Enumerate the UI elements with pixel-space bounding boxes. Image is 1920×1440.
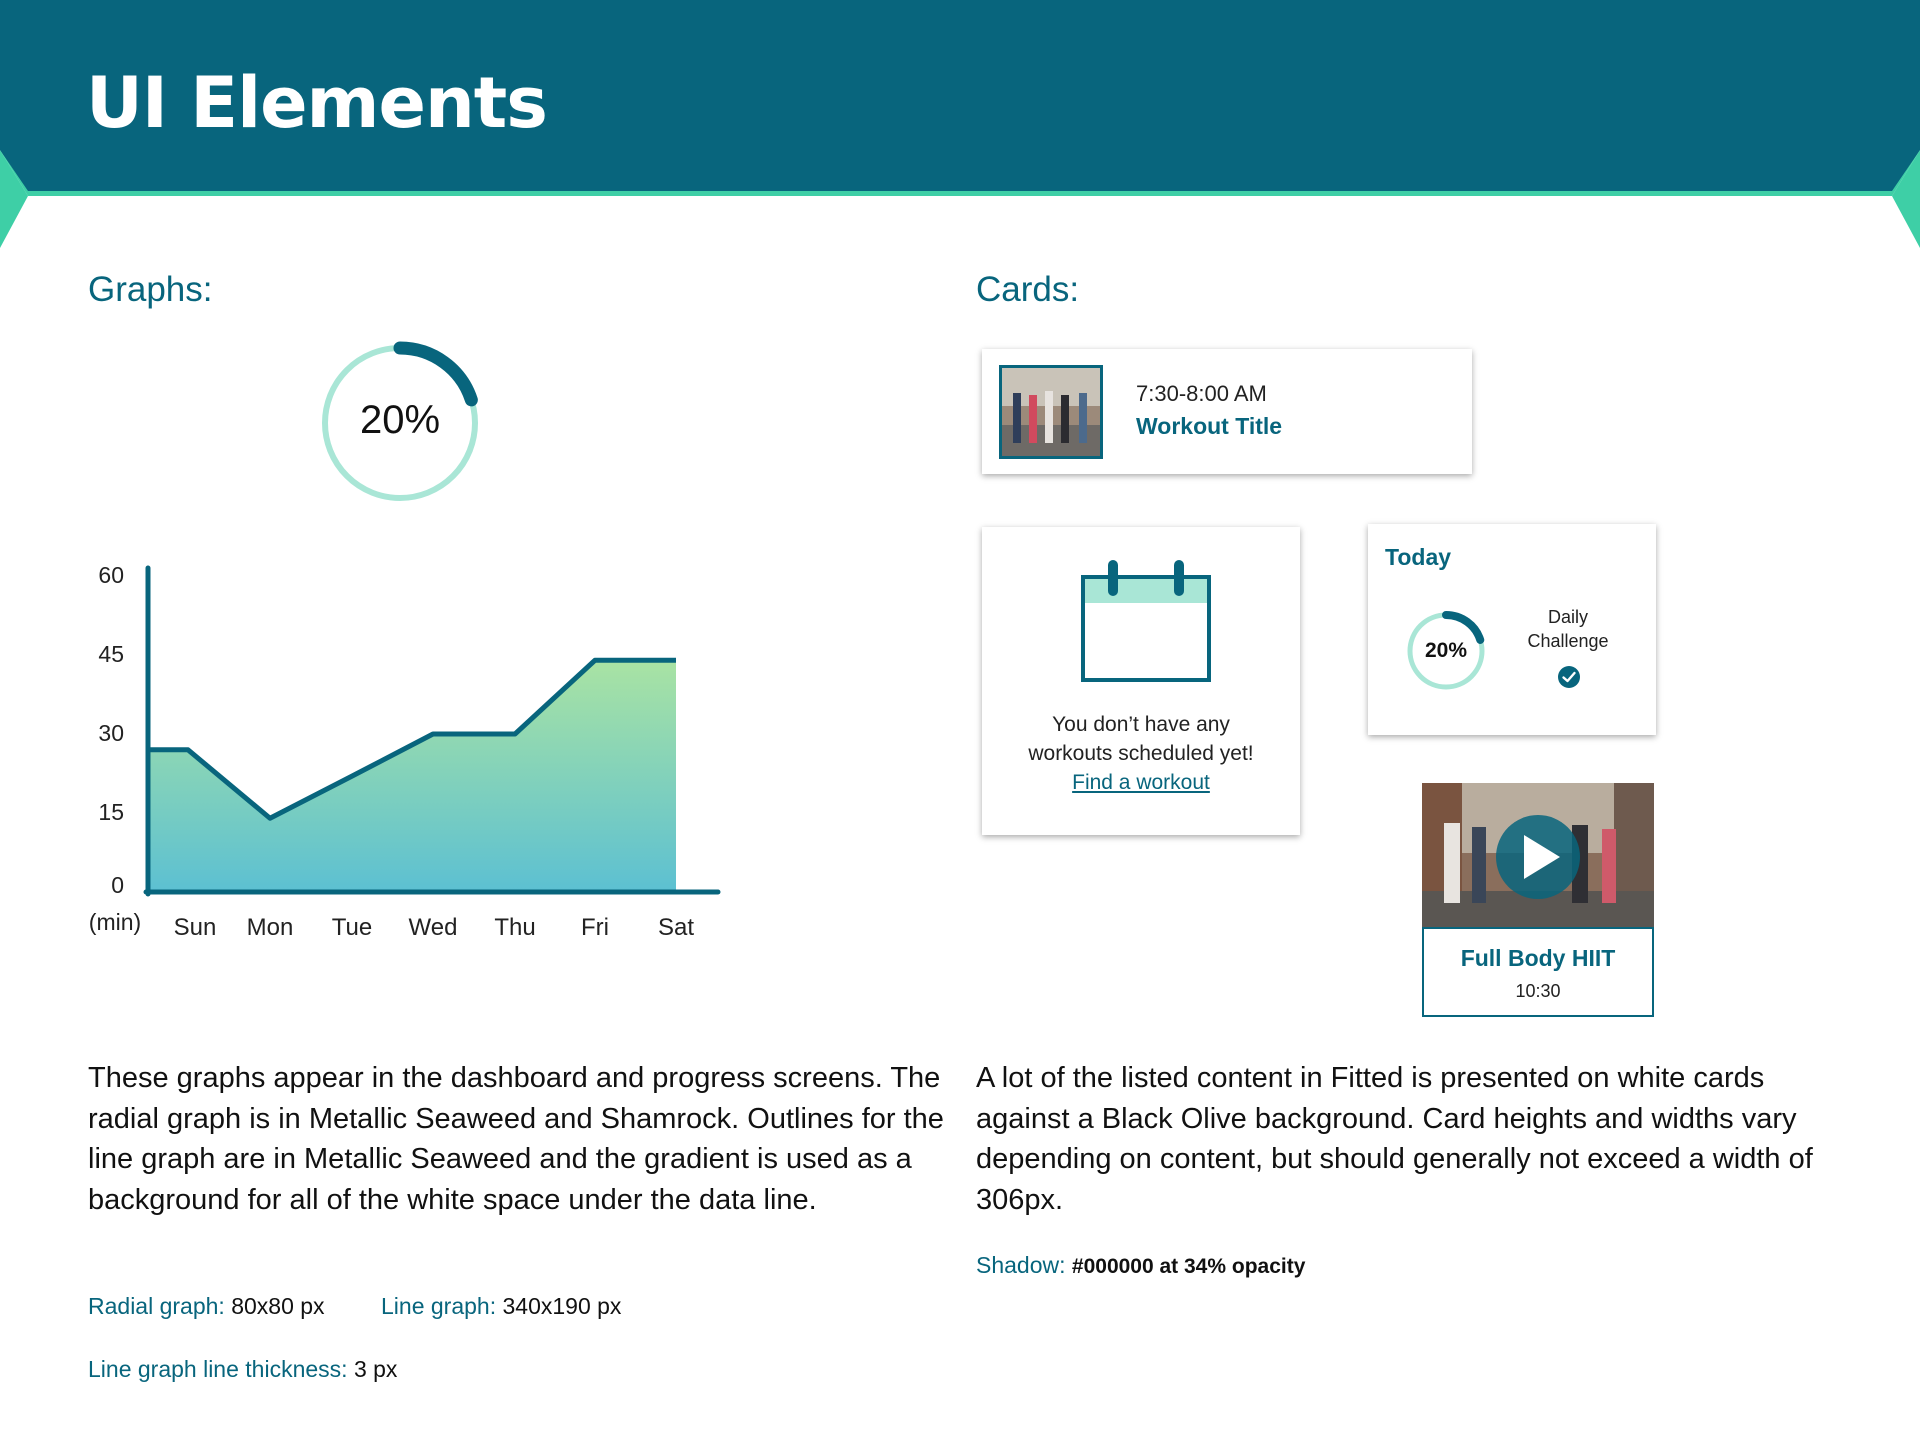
spec-line-key: Line graph: <box>381 1293 497 1319</box>
x-tick-mon: Mon <box>246 914 294 941</box>
spec-line <box>381 1293 621 1320</box>
data-line <box>148 660 676 818</box>
video-duration: 10:30 <box>1515 981 1561 1001</box>
calendar-icon <box>1071 555 1211 685</box>
spec-shadow-value: #000000 at 34% opacity <box>1071 1255 1306 1278</box>
x-tick-sat: Sat <box>657 914 695 941</box>
page-title: UI Elements <box>86 62 547 144</box>
spec-radial-value: 80x80 px <box>231 1293 325 1319</box>
mini-radial-percent: 20% <box>1424 639 1468 662</box>
graphs-description: These graphs appear in the dashboard and progress screens. The radial graph is in Metallic Seaweed and Shamrock. Outlines for the line graph are in Metallic Seaweed and the gradient is used as a background for all of the white space under the data line. <box>88 1062 944 1216</box>
page-header <box>0 0 1920 200</box>
y-tick-60: 60 <box>98 562 124 588</box>
spec-shadow-key: Shadow: <box>976 1252 1066 1278</box>
empty-message-line2: workouts scheduled yet! <box>1028 742 1254 765</box>
video-card[interactable] <box>1422 783 1654 1017</box>
cards-heading: Cards: <box>976 270 1080 309</box>
schedule-time: 7:30-8:00 AM <box>1136 381 1267 406</box>
empty-message <box>982 710 1300 797</box>
video-caption <box>1422 927 1654 1017</box>
daily-challenge-line1: Daily <box>1547 607 1588 627</box>
x-tick-fri: Fri <box>581 914 609 941</box>
spec-radial-key: Radial graph: <box>88 1293 225 1319</box>
find-workout-link[interactable]: Find a workout <box>1072 771 1210 794</box>
cards-description: A lot of the listed content in Fitted is presented on white cards against a Black Olive background. Card heights and widths vary depending on content, but should generally not exceed a width of 306px. <box>976 1062 1813 1216</box>
y-tick-30: 30 <box>98 720 124 746</box>
radial-percent-label: 20% <box>359 398 441 442</box>
video-title: Full Body HIIT <box>1460 945 1616 971</box>
x-tick-thu: Thu <box>494 914 536 941</box>
area-fill <box>148 660 676 892</box>
spec-line-value: 340x190 px <box>502 1293 622 1319</box>
daily-challenge-line2: Challenge <box>1527 631 1609 651</box>
y-axis-unit: (min) <box>88 909 142 935</box>
today-label: Today <box>1385 544 1452 570</box>
spec-thickness-key: Line graph line thickness: <box>88 1356 348 1382</box>
graphs-heading: Graphs: <box>88 270 213 309</box>
spec-shadow <box>976 1252 1305 1279</box>
today-card[interactable] <box>1368 524 1656 735</box>
spec-radial <box>88 1293 325 1320</box>
y-tick-0: 0 <box>111 872 124 898</box>
x-tick-tue: Tue <box>331 914 373 941</box>
spec-thickness-value: 3 px <box>353 1356 398 1382</box>
schedule-card[interactable] <box>982 349 1472 474</box>
spec-thickness <box>88 1356 397 1383</box>
check-circle-icon <box>1557 665 1581 689</box>
x-tick-wed: Wed <box>408 914 458 941</box>
y-tick-45: 45 <box>98 641 124 667</box>
empty-schedule-card <box>982 527 1300 835</box>
x-tick-sun: Sun <box>173 914 217 941</box>
y-tick-15: 15 <box>98 799 124 825</box>
daily-challenge-label <box>1518 605 1618 653</box>
schedule-workout-title[interactable]: Workout Title <box>1136 413 1283 439</box>
empty-message-line1: You don’t have any <box>1052 713 1230 736</box>
workout-thumbnail <box>999 365 1103 459</box>
video-thumbnail[interactable] <box>1422 783 1654 929</box>
